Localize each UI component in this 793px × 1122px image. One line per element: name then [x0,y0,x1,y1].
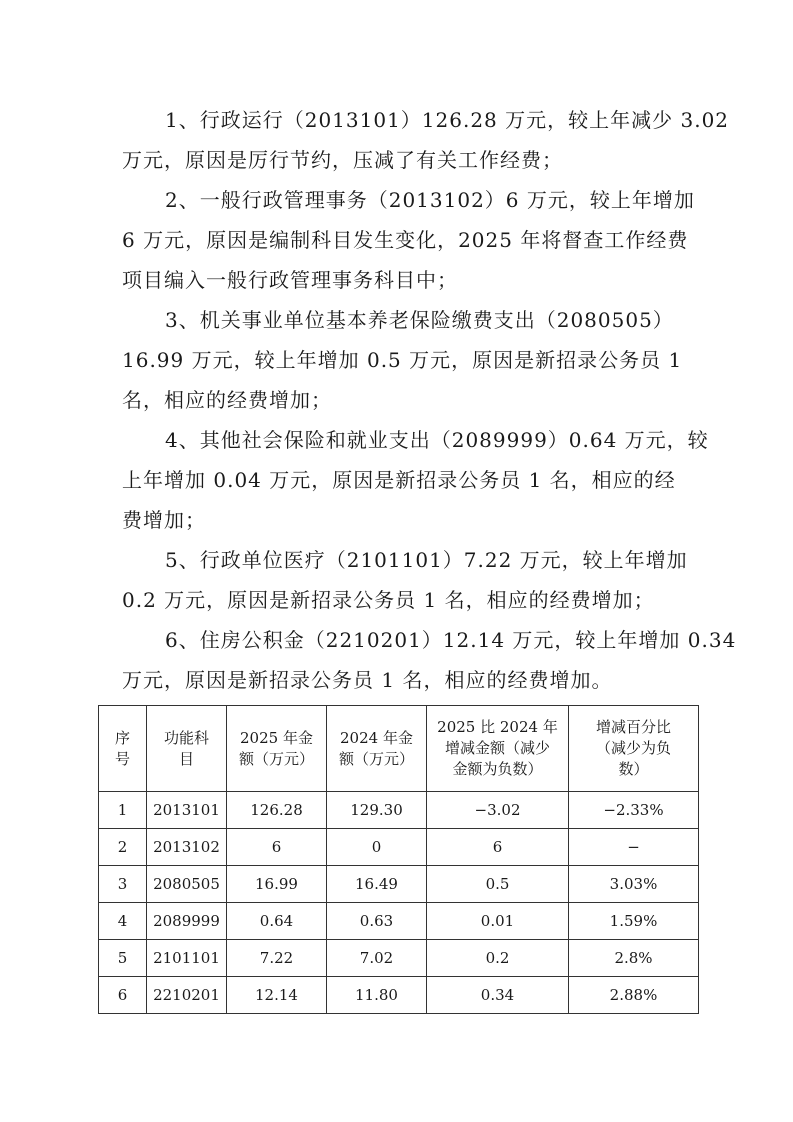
paragraph-line: 项目编入一般行政管理事务科目中； [122,268,458,292]
cell-subject-code: 2013101 [147,792,227,829]
cell-index: 3 [99,866,147,903]
header-line: 2024 年金 [340,728,413,747]
cell-index: 6 [99,977,147,1014]
table-row [99,866,699,903]
cell-2024-amount: 129.30 [327,792,427,829]
cell-change-amount: −3.02 [427,792,569,829]
table-row [99,977,699,1014]
cell-subject-code: 2013102 [147,829,227,866]
paragraph-line: 上年增加 0.04 万元，原因是新招录公务员 1 名，相应的经 [122,468,676,492]
paragraph-line: 2、一般行政管理事务（2013102）6 万元，较上年增加 [165,188,695,212]
cell-change-amount: 0.34 [427,977,569,1014]
cell-2025-amount: 126.28 [227,792,327,829]
header-2025-amount [227,706,327,792]
header-line: 序 [114,728,130,747]
cell-subject-code: 2089999 [147,903,227,940]
paragraph-line: 万元，原因是厉行节约，压减了有关工作经费； [122,148,563,172]
cell-2024-amount: 0.63 [327,903,427,940]
header-line: 2025 年金 [240,728,313,747]
cell-2024-amount: 16.49 [327,866,427,903]
paragraph-line: 费增加； [122,508,206,532]
header-change-amount [427,706,569,792]
header-line: 增减百分比 [595,718,671,736]
cell-change-amount: 0.2 [427,940,569,977]
header-line: 额（万元） [238,749,314,768]
cell-2025-amount: 0.64 [227,903,327,940]
cell-index: 5 [99,940,147,977]
paragraph-line: 4、其他社会保险和就业支出（2089999）0.64 万元，较 [165,428,709,452]
header-function-subject [147,706,227,792]
paragraph-line: 3、机关事业单位基本养老保险缴费支出（2080505） [165,308,674,332]
cell-2024-amount: 0 [327,829,427,866]
table-header-row [99,706,699,792]
cell-subject-code: 2210201 [147,977,227,1014]
header-index [99,706,147,792]
header-2024-amount [327,706,427,792]
cell-2025-amount: 12.14 [227,977,327,1014]
paragraph-line: 16.99 万元，较上年增加 0.5 万元，原因是新招录公务员 1 [122,348,683,372]
cell-index: 1 [99,792,147,829]
cell-2024-amount: 11.80 [327,977,427,1014]
table-row [99,829,699,866]
paragraph-line: 5、行政单位医疗（2101101）7.22 万元，较上年增加 [165,548,688,572]
cell-change-percent: − [569,829,699,866]
cell-subject-code: 2080505 [147,866,227,903]
header-line: 功能科 [163,728,209,747]
header-line: （减少为负 [595,739,671,757]
cell-2025-amount: 16.99 [227,866,327,903]
header-line: 目 [178,749,194,768]
paragraph-line: 0.2 万元，原因是新招录公务员 1 名，相应的经费增加； [122,588,655,612]
cell-change-amount: 0.01 [427,903,569,940]
paragraph-line: 6 万元，原因是编制科目发生变化，2025 年将督查工作经费 [122,228,689,252]
paragraph-line: 1、行政运行（2013101）126.28 万元，较上年减少 3.02 [165,108,730,132]
header-line: 号 [114,749,130,768]
cell-change-percent: 2.88% [569,977,699,1014]
cell-change-amount: 6 [427,829,569,866]
cell-2024-amount: 7.02 [327,940,427,977]
cell-change-percent: 3.03% [569,866,699,903]
table-row [99,903,699,940]
cell-change-percent: 2.8% [569,940,699,977]
cell-index: 4 [99,903,147,940]
cell-change-percent: −2.33% [569,792,699,829]
paragraph-line: 名，相应的经费增加； [122,388,332,412]
header-line: 增减金额（减少 [444,739,550,757]
paragraph-line: 万元，原因是新招录公务员 1 名，相应的经费增加。 [122,668,613,692]
header-line: 2025 比 2024 年 [437,718,558,736]
cell-2025-amount: 7.22 [227,940,327,977]
cell-index: 2 [99,829,147,866]
header-change-percent [569,706,699,792]
cell-change-amount: 0.5 [427,866,569,903]
paragraph-line: 6、住房公积金（2210201）12.14 万元，较上年增加 0.34 [165,628,737,652]
budget-change-table [98,705,699,1014]
header-line: 额（万元） [338,749,414,768]
header-line: 数） [618,760,649,778]
cell-subject-code: 2101101 [147,940,227,977]
header-line: 金额为负数） [452,760,543,778]
table-row [99,792,699,829]
cell-change-percent: 1.59% [569,903,699,940]
table-row [99,940,699,977]
cell-2025-amount: 6 [227,829,327,866]
